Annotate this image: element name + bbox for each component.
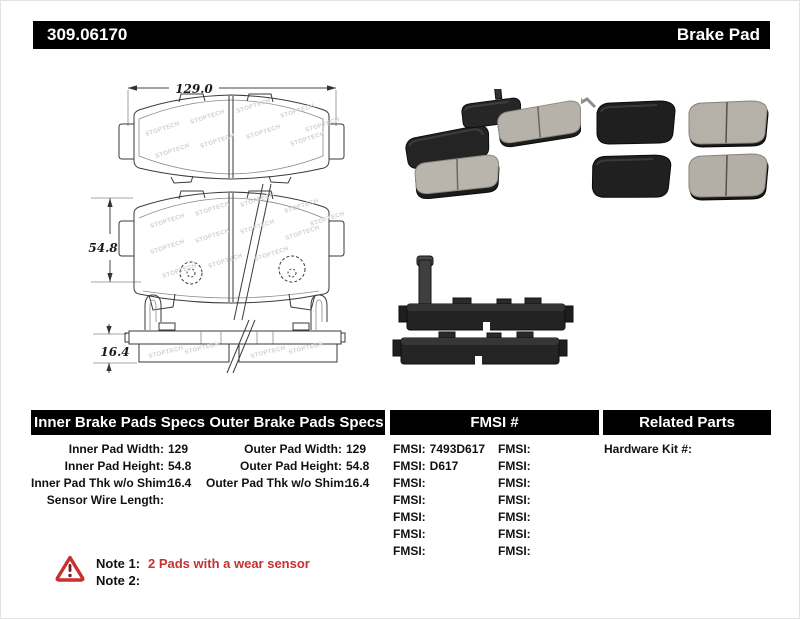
watermark-text: STOPTECH xyxy=(250,345,287,360)
table-row: FMSI: xyxy=(393,476,426,490)
width-dim-label: 129.0 xyxy=(175,82,213,96)
table-row: FMSI: xyxy=(393,510,426,524)
watermark-text: STOPTECH xyxy=(161,263,198,280)
dimension-height xyxy=(88,198,141,282)
product-photo-flat xyxy=(581,89,773,206)
table-row: Inner Pad Height: 54.8 xyxy=(64,459,192,473)
watermark-text: STOPTECH xyxy=(189,109,226,126)
watermark-text: STOPTECH xyxy=(149,239,186,256)
table-row: FMSI: xyxy=(393,527,426,541)
watermark-text: STOPTECH xyxy=(289,131,326,148)
pad-black-top xyxy=(581,95,675,144)
pad-edge-bottom xyxy=(393,332,567,365)
product-type: Brake Pad xyxy=(676,25,760,44)
watermark-text: STOPTECH xyxy=(154,143,191,160)
table-row: FMSI: xyxy=(498,510,531,524)
pad-top-view xyxy=(119,94,344,183)
pad-gray-bottom xyxy=(689,154,768,200)
product-photo-side xyxy=(391,246,581,369)
title-bar xyxy=(33,21,770,49)
watermark-text: STOPTECH xyxy=(245,124,282,141)
pad-gray-top xyxy=(689,101,768,147)
table-row: FMSI: xyxy=(498,493,531,507)
table-row: Hardware Kit #: xyxy=(604,442,693,456)
note-2: Note 2: xyxy=(96,573,141,588)
pad-black-bottom xyxy=(592,154,671,198)
table-row: FMSI: xyxy=(498,527,531,541)
watermark-text: STOPTECH xyxy=(239,219,276,236)
watermark-text: STOPTECH xyxy=(239,192,276,209)
watermark-text: STOPTECH xyxy=(309,211,346,228)
related-parts-header xyxy=(603,410,771,435)
pad-edge-top xyxy=(399,256,573,331)
height-dim-label: 54.8 xyxy=(88,241,118,255)
fmsi-table-header xyxy=(390,410,599,435)
watermark-text: STOPTECH xyxy=(253,246,290,263)
watermark-text: STOPTECH xyxy=(184,341,221,356)
table-row: Outer Pad Width: 129 xyxy=(244,442,367,456)
thickness-dim-label: 16.4 xyxy=(100,345,130,359)
table-row: Sensor Wire Length: xyxy=(46,493,164,507)
inner-specs-title: Inner Brake Pads Specs xyxy=(34,414,205,431)
watermark-text: STOPTECH xyxy=(288,341,325,356)
watermark-text: STOPTECH xyxy=(304,117,341,134)
watermark-text: STOPTECH xyxy=(148,345,185,360)
watermark-text: STOPTECH xyxy=(279,103,316,120)
watermark-text: STOPTECH xyxy=(284,225,321,242)
watermark-text: STOPTECH xyxy=(194,228,231,245)
table-row: FMSI: xyxy=(498,459,531,473)
table-row: FMSI: xyxy=(498,476,531,490)
watermark-group-front xyxy=(150,192,346,280)
fmsi-title: FMSI # xyxy=(470,414,519,431)
note-1: Note 1: 2 Pads with a wear sensor xyxy=(96,556,310,571)
watermark-text: STOPTECH xyxy=(149,213,186,230)
table-row: FMSI: 7493D617 xyxy=(393,442,486,456)
related-parts-title: Related Parts xyxy=(639,414,735,431)
product-photo-angled xyxy=(394,89,581,206)
table-row: Inner Pad Width: 129 xyxy=(68,442,189,456)
watermark-text: STOPTECH xyxy=(283,198,320,215)
table-row: FMSI: xyxy=(498,544,531,558)
table-row: Outer Pad Height: 54.8 xyxy=(239,459,370,473)
table-row: Inner Pad Thk w/o Shim: 16.4 xyxy=(31,476,192,490)
table-row: FMSI: xyxy=(498,442,531,456)
table-row: FMSI: xyxy=(393,493,426,507)
technical-drawing xyxy=(41,66,371,401)
table-row: FMSI: xyxy=(393,544,426,558)
part-number: 309.06170 xyxy=(47,25,128,44)
watermark-text: STOPTECH xyxy=(194,201,231,218)
watermark-text: STOPTECH xyxy=(235,98,272,115)
outer-specs-title: Outer Brake Pads Specs xyxy=(209,414,384,431)
watermark-text: STOPTECH xyxy=(199,133,236,150)
warning-icon xyxy=(55,555,85,582)
watermark-text: STOPTECH xyxy=(207,253,244,270)
watermark-text: STOPTECH xyxy=(144,121,181,138)
specs-table-header xyxy=(31,410,385,435)
table-row: Outer Pad Thk w/o Shim: 16.4 xyxy=(206,476,370,490)
table-row: FMSI: D617 xyxy=(393,459,459,473)
